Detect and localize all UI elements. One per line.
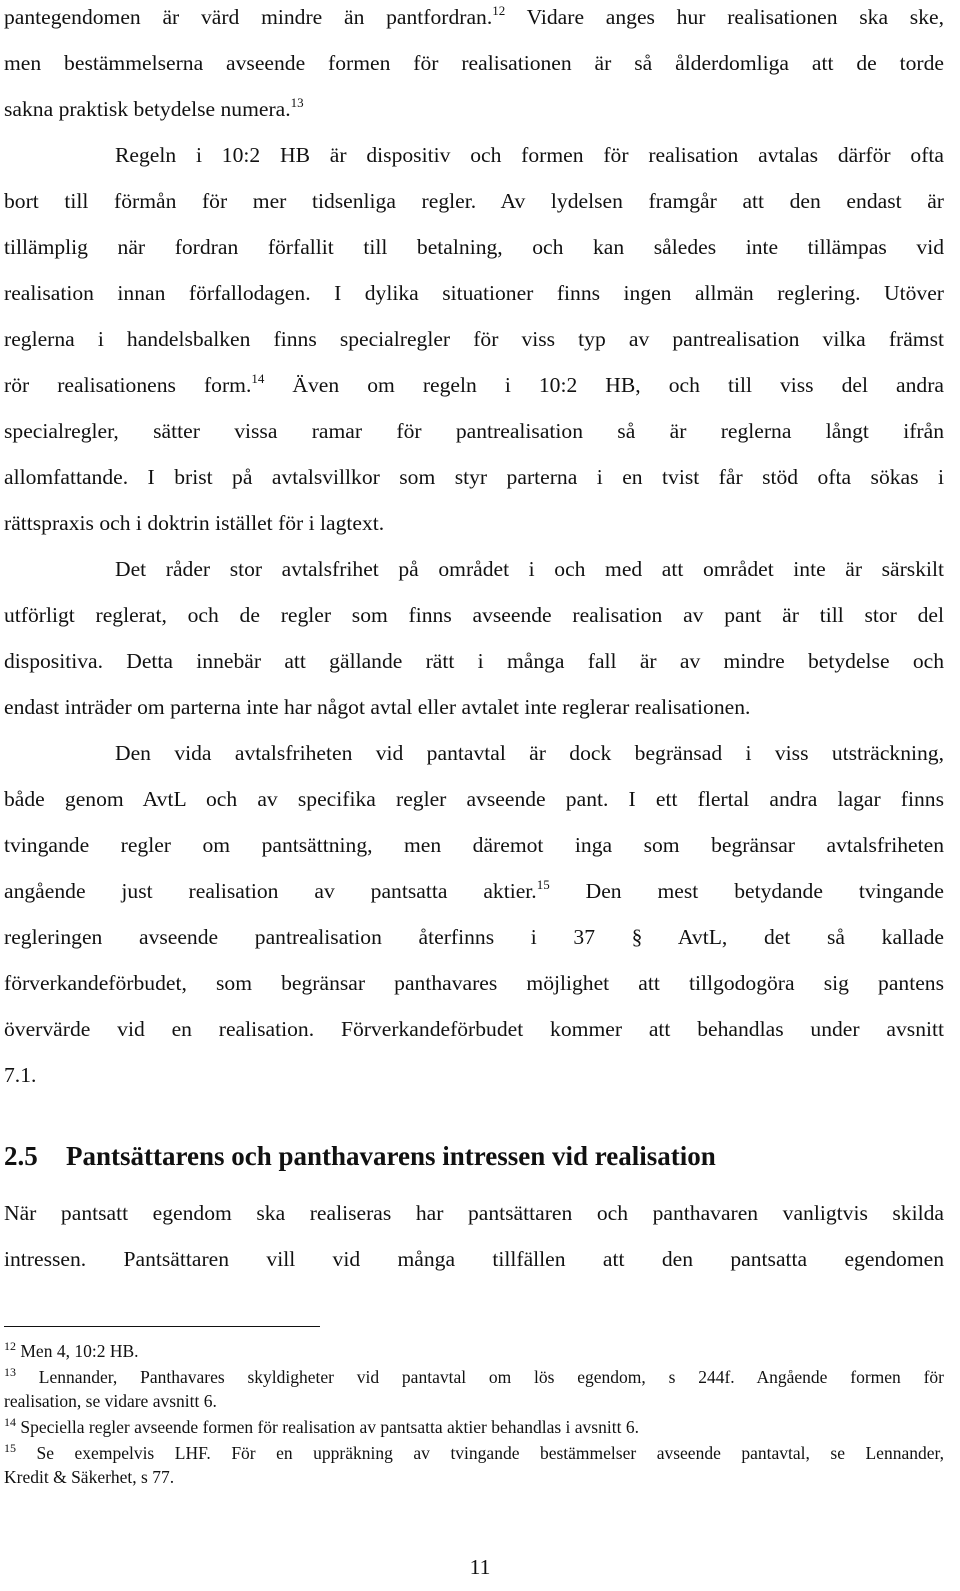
text-line: rör realisationens form.$^{14}$ Även om regeln i 10:2 HB, och till viss del andra (4, 371, 944, 397)
text-line: Regeln i 10:2 HB är dispositiv och formen för realisation avtalas därför ofta (115, 143, 944, 167)
text-line: endast inträder om parterna inte har något avtal eller avtalet inte reglerar realisationen. (4, 695, 751, 719)
text-line: sakna praktisk betydelse numera.$^{13}$ (4, 95, 304, 121)
text-line: men bestämmelserna avseende formen för realisationen är så ålderdomliga att de torde (4, 51, 944, 75)
section-heading (4, 1140, 944, 1172)
text-line: allomfattande. I brist på avtalsvillkor som styr parterna i en tvist får stöd ofta sökas i (4, 465, 944, 489)
footnote-ref[interactable]: 15 (536, 877, 550, 892)
text-line: både genom AvtL och av specifika regler avseende pant. I ett flertal andra lagar finns (4, 787, 944, 811)
footnote-separator (4, 1326, 320, 1327)
text-line: specialregler, sätter vissa ramar för pantrealisation så är reglerna långt ifrån (4, 419, 944, 443)
text-line: tvingande regler om pantsättning, men däremot inga som begränsar avtalsfriheten (4, 833, 944, 857)
text-line: bort till förmån för mer tidsenliga regler. Av lydelsen framgår att den endast är (4, 189, 944, 213)
footnote: $^{12}$ Men 4, 10:2 HB. (4, 1339, 139, 1361)
text-line: Det råder stor avtalsfrihet på området i och med att området inte är särskilt (115, 557, 944, 581)
text-line: utförligt reglerat, och de regler som finns avseende realisation av pant är till stor del (4, 603, 944, 627)
text-line: realisation innan förfallodagen. I dylika situationer finns ingen allmän reglering. Utöver (4, 281, 944, 305)
footnote: $^{14}$ Speciella regler avseende formen för realisation av pantsatta aktier behandlas i avsnitt 6. (4, 1415, 639, 1437)
footnote: $^{15}$ Se exempelvis LHF. För en uppräkning av tvingande bestämmelser avseende pantavtal, se Lennander, (4, 1441, 944, 1463)
footnote-ref[interactable]: 14 (251, 371, 265, 386)
footnote-ref[interactable]: 12 (492, 3, 506, 18)
section-number: 2.5 (4, 1141, 38, 1171)
text-line: tillämplig när fordran förfallit till betalning, och kan således inte tillämpas vid (4, 235, 944, 259)
text-line: förverkandeförbudet, som begränsar panthavares möjlighet att tillgodogöra sig pantens (4, 971, 944, 995)
text-line: intressen. Pantsättaren vill vid många tillfällen att den pantsatta egendomen (4, 1247, 944, 1271)
text-line: När pantsatt egendom ska realiseras har pantsättaren och panthavaren vanligtvis skilda (4, 1201, 944, 1225)
footnote: $^{13}$ Lennander, Panthavares skyldigheter vid pantavtal om lös egendom, s 244f. Angående formen för (4, 1365, 944, 1387)
text-line: Den vida avtalsfriheten vid pantavtal är dock begränsad i viss utsträckning, (115, 741, 944, 765)
footnote-ref[interactable]: 13 (290, 95, 304, 110)
section-title: Pantsättarens och panthavarens intressen vid realisation (66, 1141, 716, 1171)
footnote-continuation: realisation, se vidare avsnitt 6. (4, 1391, 217, 1411)
text-line: angående just realisation av pantsatta aktier.$^{15}$ Den mest betydande tvingande (4, 877, 944, 903)
text-line: regleringen avseende pantrealisation återfinns i 37 § AvtL, det så kallade (4, 925, 944, 949)
text-line: reglerna i handelsbalken finns specialregler för viss typ av pantrealisation vilka främst (4, 327, 944, 351)
text-line: 7.1. (4, 1063, 37, 1087)
text-line: rättspraxis och i doktrin istället för i lagtext. (4, 511, 385, 535)
page-number: 11 (469, 1555, 491, 1579)
text-line: dispositiva. Detta innebär att gällande rätt i många fall är av mindre betydelse och (4, 649, 944, 673)
footnote-continuation: Kredit & Säkerhet, s 77. (4, 1467, 175, 1487)
text-line: pantegendomen är värd mindre än pantfordran.$^{12}$ Vidare anges hur realisationen ska ske, (4, 3, 944, 29)
text-line: övervärde vid en realisation. Förverkandeförbudet kommer att behandlas under avsnitt (4, 1017, 944, 1041)
